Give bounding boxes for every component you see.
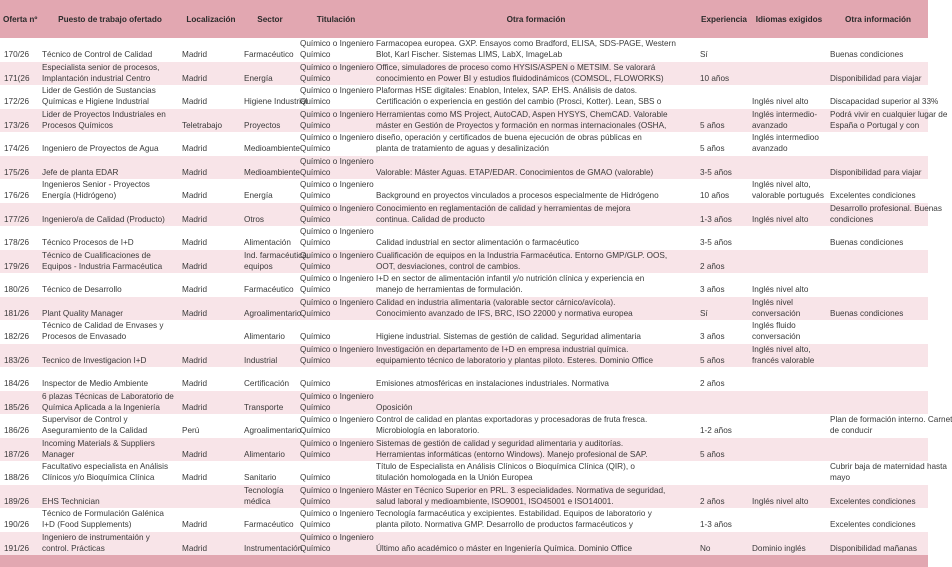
cell-sector[interactable]: Higiene Industrial (244, 97, 308, 107)
cell-sector[interactable]: Certificación (244, 379, 290, 389)
cell-titulacion[interactable]: Químico o Ingeniero Químico (300, 509, 374, 530)
cell-oferta[interactable]: 172/26 (4, 97, 30, 107)
cell-experiencia[interactable]: 1-2 años (700, 426, 732, 436)
cell-sector[interactable]: Industrial (244, 355, 278, 365)
cell-puesto[interactable]: Tecnico de Investigacion I+D (42, 355, 147, 365)
cell-experiencia[interactable] (698, 391, 750, 415)
table-row[interactable] (0, 414, 952, 438)
cell-experiencia[interactable]: 2 años (700, 261, 725, 271)
cell-titulacion[interactable]: Químico o Ingeniero Químico (300, 274, 374, 295)
cell-localizacion[interactable]: Madrid (182, 261, 208, 271)
cell-titulacion[interactable]: Químico o Ingeniero Químico (300, 62, 374, 83)
cell-otra-informacion[interactable] (828, 320, 928, 344)
table-row[interactable] (0, 273, 928, 297)
col-header-otra-formacion[interactable]: Otra formación (506, 14, 566, 24)
table-row[interactable] (0, 226, 928, 250)
table-row[interactable] (0, 532, 928, 556)
cell-sector[interactable]: Sanitario (244, 473, 277, 483)
cell-titulacion[interactable]: Químico (300, 379, 331, 389)
cell-localizacion[interactable]: Teletrabajo (182, 120, 223, 130)
cell-experiencia[interactable]: 10 años (700, 73, 730, 83)
table-row[interactable] (0, 179, 928, 203)
header-row (0, 0, 928, 38)
table-row[interactable] (0, 508, 928, 532)
cell-idiomas[interactable]: Inglés fluido conversación (752, 321, 801, 342)
cell-experiencia[interactable]: 2 años (700, 496, 725, 506)
cell-experiencia[interactable]: Sí (700, 50, 708, 60)
cell-puesto[interactable]: Técnico de Calidad de Envases y Procesos de Envasado (42, 321, 164, 342)
cell-oferta[interactable]: 171(26 (4, 73, 30, 83)
cell-sector[interactable]: Alimentario (244, 332, 285, 342)
cell-localizacion[interactable]: Madrid (182, 308, 208, 318)
table-row[interactable] (0, 132, 928, 156)
cell-puesto[interactable]: Incoming Materials & Suppliers Manager (42, 438, 155, 459)
table-body (0, 38, 952, 555)
cell-puesto[interactable]: Técnico de Cualificaciones de Equipos - Industria Farmacéutica (42, 250, 163, 271)
cell-experiencia[interactable]: 3 años (700, 332, 725, 342)
cell-otra-informacion[interactable]: Buenas condiciones (830, 308, 904, 318)
cell-localizacion[interactable]: Perú (182, 426, 200, 436)
cell-localizacion[interactable]: Madrid (182, 379, 208, 389)
cell-oferta[interactable]: 179/26 (4, 261, 30, 271)
cell-sector[interactable]: Alimentación (244, 238, 291, 248)
cell-otra-formacion[interactable]: Office, simuladores de proceso como HYSIS/ASPEN o METSIM. Se valorará conocimiento en Power BI y estudios fluidodinámicos (COMSOL, FLOWORKS) (376, 62, 664, 83)
cell-puesto[interactable]: Supervisor de Control y Aseguramiento de la Calidad (42, 415, 148, 436)
cell-localizacion[interactable]: Madrid (182, 520, 208, 530)
table-row[interactable] (0, 38, 928, 62)
cell-otra-informacion[interactable] (828, 132, 928, 156)
cell-otra-formacion[interactable]: Background en proyectos vinculados a procesos especialmente de Hidrógeno (376, 191, 659, 201)
cell-otra-informacion[interactable]: Disponibilidad para viajar (830, 73, 922, 83)
cell-puesto[interactable]: Técnico de Desarrollo (42, 285, 122, 295)
cell-puesto[interactable]: Ingeniero de instrumentaión y control. Prácticas (42, 532, 150, 553)
table-row[interactable] (0, 297, 928, 321)
cell-experiencia[interactable]: 5 años (700, 144, 725, 154)
cell-titulacion[interactable]: Químico o Ingeniero Químico (300, 203, 374, 224)
cell-oferta[interactable]: 175/26 (4, 167, 30, 177)
cell-sector[interactable]: Ind. farmacéutica, equipos (244, 250, 310, 271)
cell-experiencia[interactable] (698, 461, 750, 485)
table-row[interactable] (0, 438, 928, 462)
cell-sector[interactable]: Agroalimentario (244, 308, 302, 318)
cell-titulacion[interactable]: Químico o Ingeniero Químico (300, 485, 374, 506)
col-header-idiomas[interactable]: Idiomas exigidos (755, 14, 823, 24)
col-header-titulacion[interactable]: Titulación (316, 14, 356, 24)
cell-titulacion[interactable]: Químico o Ingeniero Químico (300, 227, 374, 248)
cell-puesto[interactable]: Ingeniero de Proyectos de Agua (42, 144, 159, 154)
cell-otra-formacion[interactable]: Calidad industrial en sector alimentación o farmacéutico (376, 238, 579, 248)
cell-otra-informacion[interactable]: Excelentes condiciones (830, 496, 916, 506)
cell-otra-formacion[interactable]: Calidad en industria alimentaria (valorable sector cárnico/avícola). Conocimiento avanzado de IFS, BRC, ISO 22000 y normativa europea (376, 297, 633, 318)
cell-otra-informacion[interactable]: Disponibilidad para viajar (830, 167, 922, 177)
cell-puesto[interactable]: Plant Quality Manager (42, 308, 124, 318)
cell-experiencia[interactable]: 5 años (700, 120, 725, 130)
cell-otra-informacion[interactable]: Plan de formación interno. Carnet de conducir (830, 415, 952, 436)
cell-experiencia[interactable] (698, 85, 750, 109)
cell-puesto[interactable]: Especialista senior de procesos, Implantación industrial Centro (42, 62, 160, 83)
cell-otra-informacion[interactable]: Desarrollo profesional. Buenas condiciones (830, 203, 942, 224)
col-header-oferta[interactable]: Oferta nº (3, 14, 38, 24)
cell-otra-formacion[interactable]: I+D en sector de alimentación infantil y/o nutrición clínica y experiencia en manejo de herramientas de formulación. (376, 274, 645, 295)
cell-otra-formacion[interactable]: Plaformas HSE digitales: Enablon, Intelex, SAP. EHS. Análisis de datos. Certificación o experiencia en gestión del cambio (Prosci, Kotter). Lean, SBS o (376, 86, 662, 107)
cell-idiomas[interactable]: Inglés nivel alto (752, 285, 809, 295)
col-header-experiencia[interactable]: Experiencia (701, 14, 747, 24)
cell-localizacion[interactable]: Madrid (182, 543, 208, 553)
table-row[interactable] (0, 109, 948, 133)
cell-oferta[interactable]: 191/26 (4, 543, 30, 553)
cell-otra-informacion[interactable] (828, 367, 928, 391)
table-row[interactable] (0, 391, 928, 415)
cell-oferta[interactable]: 170/26 (4, 50, 30, 60)
table-footer-bar (0, 555, 928, 567)
cell-otra-informacion[interactable]: Discapacidad superior al 33% (830, 97, 939, 107)
cell-puesto[interactable]: 6 plazas Técnicas de Laboratorio de Química Aplicada a la Ingeniería (42, 391, 174, 412)
cell-otra-formacion[interactable]: Oposición (376, 402, 413, 412)
cell-oferta[interactable]: 185/26 (4, 402, 30, 412)
cell-idiomas[interactable] (750, 367, 828, 391)
cell-otra-formacion[interactable]: Farmacopea europea. GXP. Ensayos como Bradford, ELISA, SDS-PAGE, Western Blot, Karl Fischer. Sistemas LIMS, LabX, ImageLab (376, 39, 676, 60)
cell-localizacion[interactable]: Madrid (182, 214, 208, 224)
cell-otra-informacion[interactable] (828, 391, 928, 415)
table-row[interactable] (0, 367, 928, 391)
table-row[interactable] (0, 156, 928, 180)
cell-localizacion[interactable]: Madrid (182, 167, 208, 177)
cell-titulacion[interactable]: Químico o Ingeniero Químico (300, 297, 374, 318)
cell-oferta[interactable]: 182/26 (4, 332, 30, 342)
cell-titulacion[interactable]: Químico (300, 332, 331, 342)
cell-otra-informacion[interactable]: Podrá vivir en cualquier lugar de España o Portugal y con (830, 109, 948, 130)
cell-sector[interactable]: Farmacéutico (244, 520, 294, 530)
cell-oferta[interactable]: 188/26 (4, 473, 30, 483)
cell-idiomas[interactable]: Inglés nivel alto, valorable portugués (752, 180, 824, 201)
cell-titulacion[interactable]: Químico o Ingeniero Químico (300, 39, 374, 60)
cell-experiencia[interactable]: 1-3 años (700, 520, 732, 530)
cell-puesto[interactable]: Inspector de Medio Ambiente (42, 379, 149, 389)
cell-idiomas[interactable]: Inglés intermedioo avanzado (752, 133, 819, 154)
cell-experiencia[interactable]: 5 años (700, 449, 725, 459)
cell-titulacion[interactable]: Químico o Ingeniero Químico (300, 109, 374, 130)
cell-oferta[interactable]: 186/26 (4, 426, 30, 436)
table-row[interactable] (0, 203, 942, 227)
cell-sector[interactable]: Proyectos (244, 120, 281, 130)
cell-otra-informacion[interactable]: Buenas condiciones (830, 50, 904, 60)
cell-otra-formacion[interactable]: Cualificación de equipos en la Industria Farmacéutica. Entorno GMP/GLP. OOS, OOT, desviaciones, control de cambios. (376, 250, 668, 271)
cell-sector[interactable]: Otros (244, 214, 265, 224)
table-row[interactable] (0, 250, 928, 274)
cell-titulacion[interactable]: Químico o Ingeniero Químico (300, 532, 374, 553)
cell-otra-informacion[interactable]: Excelentes condiciones (830, 191, 916, 201)
cell-titulacion[interactable]: Químico o Ingeniero Químico (300, 250, 374, 271)
cell-sector[interactable]: Agroalimentario (244, 426, 302, 436)
cell-sector[interactable]: Alimentario (244, 449, 285, 459)
cell-titulacion[interactable]: Químico o Ingeniero Químico (300, 415, 374, 436)
cell-otra-informacion[interactable]: Buenas condiciones (830, 238, 904, 248)
cell-otra-informacion[interactable]: Disponibilidad mañanas (830, 543, 917, 553)
cell-otra-formacion[interactable]: Control de calidad en plantas exportadoras y procesadoras de fruta fresca. Microbiología en laboratorio. (376, 415, 648, 436)
cell-localizacion[interactable]: Madrid (182, 449, 208, 459)
table-row[interactable] (0, 485, 928, 509)
cell-puesto[interactable]: EHS Technician (42, 496, 100, 506)
cell-otra-formacion[interactable]: Conocimiento en reglamentación de calidad y herramientas de mejora continua. Calidad de producto (376, 203, 631, 224)
cell-otra-informacion[interactable] (828, 438, 928, 462)
cell-idiomas[interactable] (750, 461, 828, 485)
cell-sector[interactable]: Tecnología médica (244, 485, 284, 506)
cell-oferta[interactable]: 178/26 (4, 238, 30, 248)
cell-titulacion[interactable]: Químico o Ingeniero Químico (300, 133, 374, 154)
cell-localizacion[interactable] (180, 485, 242, 509)
cell-oferta[interactable]: 187/26 (4, 449, 30, 459)
cell-puesto[interactable]: Facultativo especialista en Análisis Clínicos y/o Bioquímica Clínica (42, 462, 169, 483)
cell-otra-formacion[interactable]: Herramientas como MS Project, AutoCAD, Aspen HYSYS, ChemCAD. Valorable máster en Gestión de Proyectos y formación en normas internacionales (OSHA, (376, 109, 668, 130)
cell-titulacion[interactable]: Químico o Ingeniero Químico (300, 180, 374, 201)
cell-localizacion[interactable]: Madrid (182, 191, 208, 201)
cell-otra-formacion[interactable]: Investigación en departamento de I+D en empresa industrial química. equipamiento técnico de laboratorio y plantas piloto. Esteres. Dominio Office (376, 344, 654, 365)
cell-otra-formacion[interactable]: diseño, operación y certificados de buena ejecución de obras públicas en planta de tratamiento de aguas y desalinización (376, 133, 642, 154)
cell-oferta[interactable]: 177/26 (4, 214, 30, 224)
cell-idiomas[interactable]: Inglés intermedio- avanzado (752, 109, 818, 130)
cell-oferta[interactable]: 183/26 (4, 355, 30, 365)
cell-idiomas[interactable]: Inglés nivel alto (752, 214, 809, 224)
table-row[interactable] (0, 62, 928, 86)
cell-puesto[interactable]: Lider de Gestión de Sustancias Químicas e Higiene Industrial (42, 86, 156, 107)
col-header-localizacion[interactable]: Localización (186, 14, 236, 24)
cell-puesto[interactable]: Lider de Proyectos Industriales en Procesos Químicos (42, 109, 166, 130)
cell-localizacion[interactable]: Madrid (182, 50, 208, 60)
cell-experiencia[interactable]: 1-3 años (700, 214, 732, 224)
cell-titulacion[interactable]: Químico o Ingeniero Químico (300, 86, 374, 107)
table-row[interactable] (0, 461, 947, 485)
cell-sector[interactable]: Energía (244, 73, 273, 83)
cell-titulacion[interactable]: Químico o Ingeniero Químico (300, 438, 374, 459)
cell-oferta[interactable]: 181/26 (4, 308, 30, 318)
col-header-sector[interactable]: Sector (257, 14, 283, 24)
cell-otra-formacion[interactable]: Título de Especialista en Análisis Clínicos o Bioquímica Clínica (QIR), o titulación homologada en la Unión Europea (376, 462, 635, 483)
cell-experiencia[interactable]: 5 años (700, 355, 725, 365)
cell-idiomas[interactable]: Dominio inglés (752, 543, 806, 553)
cell-otra-informacion[interactable]: Excelentes condiciones (830, 520, 916, 530)
cell-oferta[interactable]: 190/26 (4, 520, 30, 530)
cell-titulacion[interactable]: Químico (300, 473, 331, 483)
cell-otra-informacion[interactable]: Cubrir baja de maternidad hasta mayo (830, 462, 947, 483)
cell-idiomas[interactable] (750, 156, 828, 180)
cell-sector[interactable]: Medioambiente (244, 144, 300, 154)
cell-oferta[interactable]: 174/26 (4, 144, 30, 154)
cell-idiomas[interactable] (750, 250, 828, 274)
cell-titulacion[interactable]: Químico o Ingeniero Químico (300, 344, 374, 365)
cell-sector[interactable]: Medioambiente (244, 167, 300, 177)
cell-otra-formacion[interactable]: Último año académico o máster en Ingeniería Química. Dominio Office (376, 543, 633, 553)
cell-experiencia[interactable]: Sí (700, 308, 708, 318)
cell-puesto[interactable]: Ingeniero/a de Calidad (Producto) (42, 214, 165, 224)
cell-oferta[interactable]: 173/26 (4, 120, 30, 130)
col-header-puesto[interactable]: Puesto de trabajo ofertado (58, 14, 162, 24)
cell-idiomas[interactable] (750, 391, 828, 415)
cell-idiomas[interactable] (750, 226, 828, 250)
cell-oferta[interactable]: 184/26 (4, 379, 30, 389)
cell-localizacion[interactable]: Madrid (182, 402, 208, 412)
cell-otra-informacion[interactable] (828, 250, 928, 274)
cell-localizacion[interactable]: Madrid (182, 285, 208, 295)
cell-puesto[interactable]: Técnico de Formulación Galénica I+D (Food Supplements) (42, 509, 164, 530)
cell-idiomas[interactable] (750, 38, 828, 62)
cell-otra-formacion[interactable]: Higiene industrial. Sistemas de gestión de calidad. Seguridad alimentaria (376, 332, 641, 342)
cell-puesto[interactable]: Técnico Procesos de I+D (42, 238, 134, 248)
cell-experiencia[interactable]: 3-5 años (700, 167, 732, 177)
cell-experiencia[interactable]: 10 años (700, 191, 730, 201)
cell-idiomas[interactable]: Inglés nivel alto, francés valorable (752, 344, 815, 365)
table-row[interactable] (0, 85, 939, 109)
cell-oferta[interactable]: 189/26 (4, 496, 30, 506)
cell-sector[interactable]: Transporte (244, 402, 284, 412)
cell-otra-informacion[interactable] (828, 273, 928, 297)
cell-idiomas[interactable]: Inglés nivel alto (752, 97, 809, 107)
cell-experiencia[interactable]: 3 años (700, 285, 725, 295)
cell-otra-formacion[interactable]: Valorable: Máster Aguas. ETAP/EDAR. Conocimientos de GMAO (valorable) (376, 167, 654, 177)
cell-sector[interactable]: Farmacéutico (244, 50, 294, 60)
cell-experiencia[interactable]: No (700, 543, 711, 553)
cell-localizacion[interactable]: Madrid (182, 73, 208, 83)
cell-idiomas[interactable] (750, 414, 828, 438)
cell-experiencia[interactable]: 2 años (700, 379, 725, 389)
table-row[interactable] (0, 344, 928, 368)
cell-oferta[interactable]: 180/26 (4, 285, 30, 295)
cell-otra-formacion[interactable]: Máster en Técnico Superior en PRL. 3 especialidades. Normativa de seguridad, salud laboral y medioambiente, ISO9001, ISO45001 e ISO14001. (376, 485, 666, 506)
cell-otra-informacion[interactable] (828, 344, 928, 368)
cell-puesto[interactable]: Ingenieros Senior - Proyectos Energía (Hidrógeno) (42, 180, 150, 201)
cell-puesto[interactable]: Jefe de planta EDAR (42, 167, 119, 177)
cell-experiencia[interactable]: 3-5 años (700, 238, 732, 248)
cell-sector[interactable]: Farmacéutico (244, 285, 294, 295)
cell-idiomas[interactable] (750, 438, 828, 462)
cell-localizacion[interactable] (180, 320, 242, 344)
cell-otra-formacion[interactable]: Sistemas de gestión de calidad y seguridad alimentaria y auditorías. Herramientas informáticas (entorno Windows). Manejo profesional de SAP. (376, 438, 648, 459)
col-header-otra-informacion[interactable]: Otra información (845, 14, 911, 24)
cell-localizacion[interactable]: Madrid (182, 355, 208, 365)
cell-otra-formacion[interactable]: Emisiones atmosféricas en instalaciones industriales. Normativa (376, 379, 609, 389)
cell-localizacion[interactable]: Madrid (182, 144, 208, 154)
cell-localizacion[interactable]: Madrid (182, 97, 208, 107)
cell-oferta[interactable]: 176/26 (4, 191, 30, 201)
cell-localizacion[interactable]: Madrid (182, 473, 208, 483)
cell-otra-formacion[interactable]: Tecnología farmacéutica y excipientes. Estabilidad. Equipos de laboratorio y planta piloto. Normativa GMP. Desarrollo de productos farmacéuticos y (376, 509, 652, 530)
cell-idiomas[interactable] (750, 62, 828, 86)
cell-puesto[interactable]: Técnico de Control de Calidad (42, 50, 153, 60)
cell-titulacion[interactable]: Químico o Ingeniero Químico (300, 156, 374, 177)
cell-localizacion[interactable]: Madrid (182, 238, 208, 248)
table-row[interactable] (0, 320, 928, 344)
cell-idiomas[interactable] (750, 508, 828, 532)
cell-titulacion[interactable]: Químico o Ingeniero Químico (300, 391, 374, 412)
cell-sector[interactable]: Instrumentación (244, 543, 303, 553)
cell-idiomas[interactable]: Inglés nivel alto (752, 496, 809, 506)
cell-idiomas[interactable]: Inglés nivel conversación (752, 297, 801, 318)
cell-sector[interactable]: Energía (244, 191, 273, 201)
